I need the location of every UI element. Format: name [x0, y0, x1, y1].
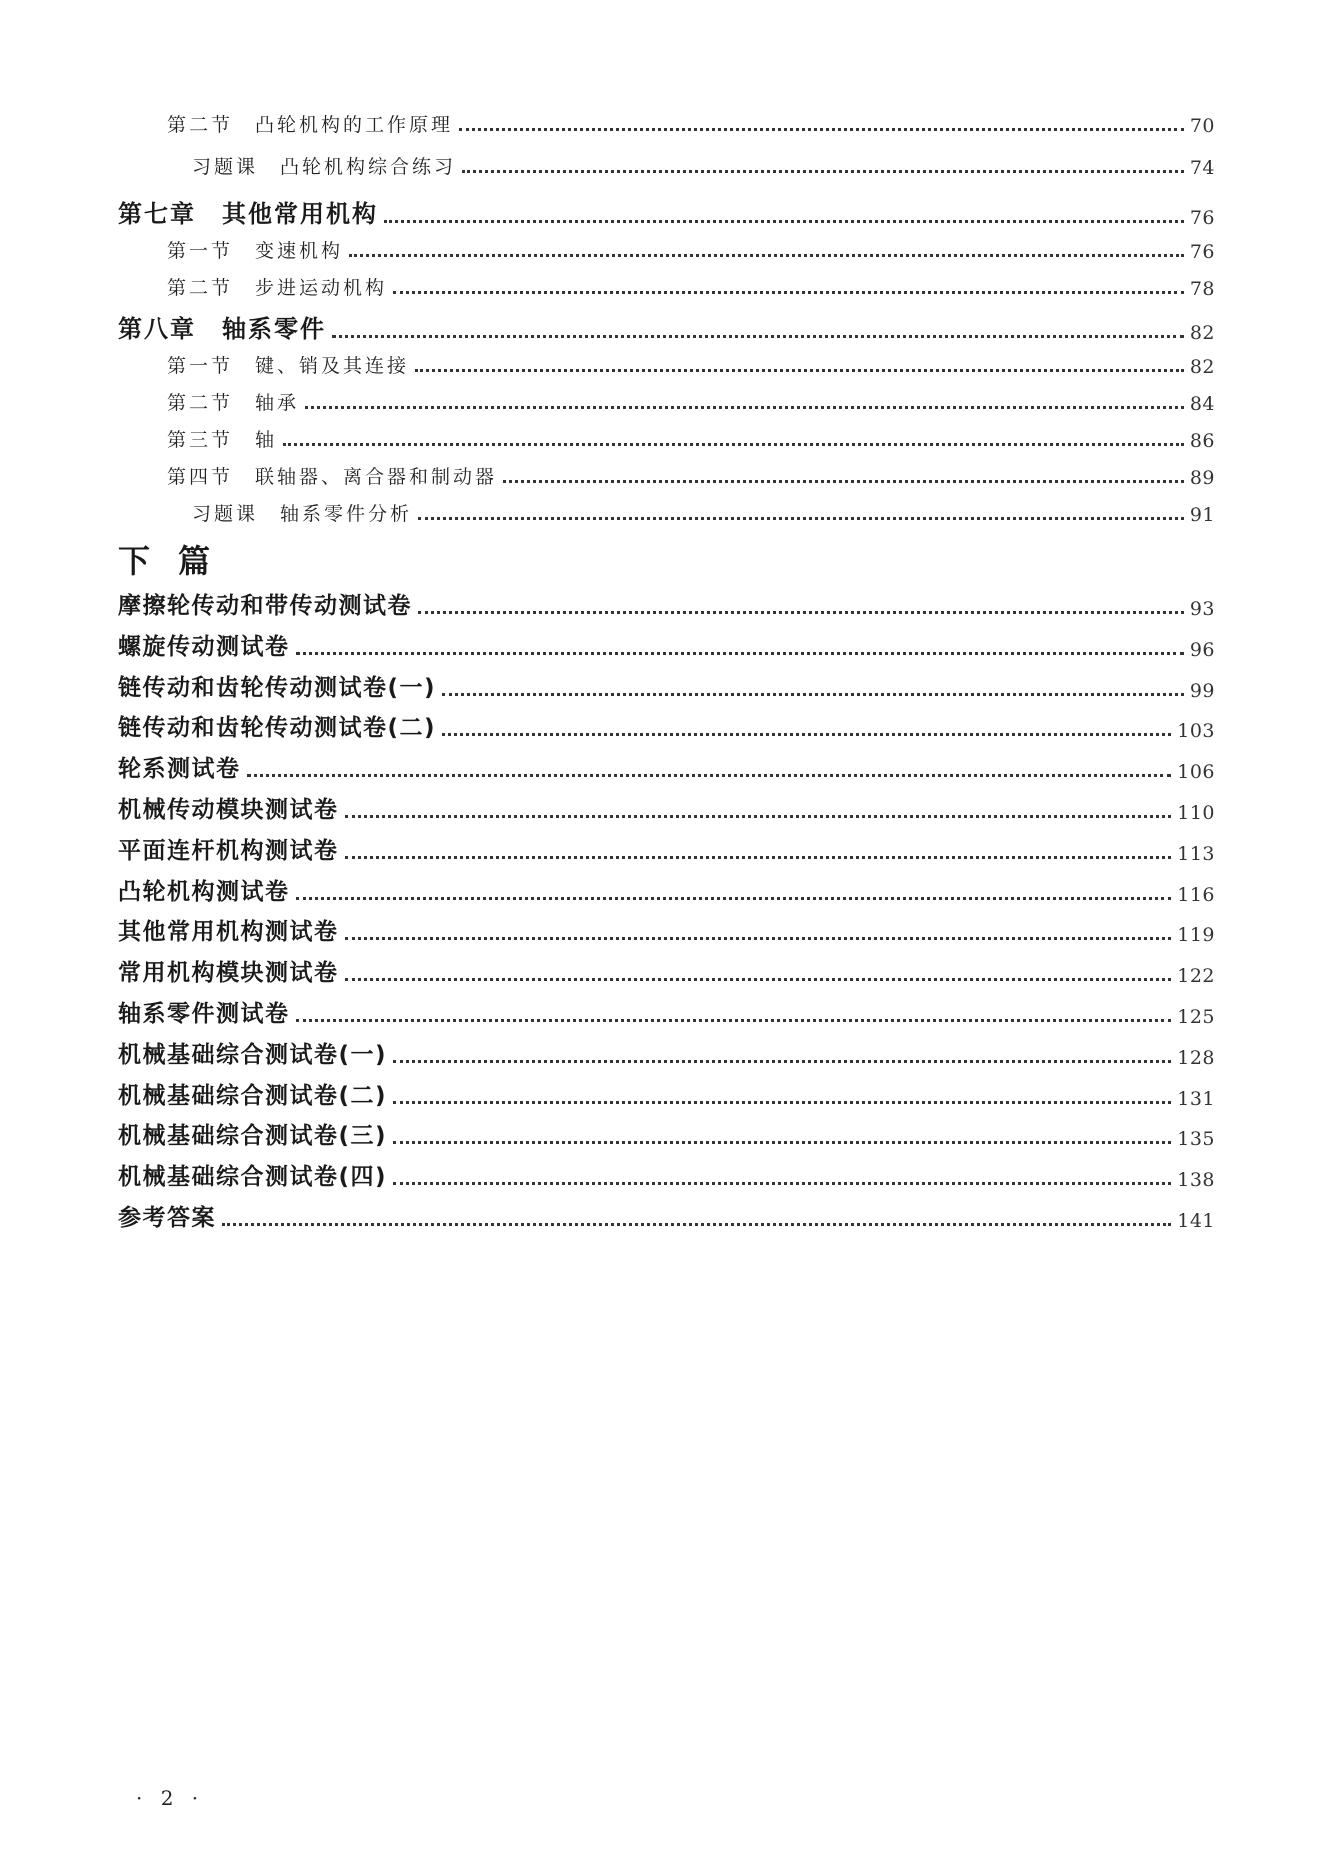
toc-entry-page: 135 — [1177, 1128, 1215, 1150]
leader-dots — [345, 978, 1172, 981]
toc-entry-title: 链传动和齿轮传动测试卷(一) — [118, 675, 437, 701]
toc-entry[interactable] — [167, 388, 1215, 415]
toc-entry-page: 106 — [1177, 761, 1215, 783]
leader-dots — [418, 517, 1184, 520]
toc-entry-page: 116 — [1177, 884, 1215, 906]
leader-dots — [442, 693, 1184, 696]
leader-dots — [349, 254, 1184, 257]
leader-dots — [345, 937, 1172, 940]
leader-dots — [296, 652, 1184, 655]
toc-test-entry[interactable] — [118, 832, 1215, 865]
toc-entry-page: 110 — [1177, 802, 1215, 824]
toc-entry-title: 习题课 凸轮机构综合练习 — [192, 156, 457, 178]
toc-entry-page: 70 — [1189, 115, 1215, 137]
toc-entry-title: 轴系零件测试卷 — [118, 1001, 290, 1027]
leader-dots — [305, 406, 1184, 409]
toc-entry-title: 螺旋传动测试卷 — [118, 634, 290, 660]
leader-dots — [345, 856, 1172, 859]
toc-entry-title: 第一节 键、销及其连接 — [167, 355, 410, 377]
toc-entry-title: 机械基础综合测试卷(四) — [118, 1164, 388, 1190]
leader-dots — [393, 1101, 1171, 1104]
toc-entry-title: 摩擦轮传动和带传动测试卷 — [118, 593, 412, 619]
leader-dots — [296, 1019, 1172, 1022]
toc-entry-page: 138 — [1177, 1169, 1215, 1191]
toc-entry-title: 平面连杆机构测试卷 — [118, 838, 339, 864]
toc-entry-title: 习题课 轴系零件分析 — [192, 503, 413, 525]
leader-dots — [503, 480, 1184, 483]
toc-test-entry[interactable] — [118, 669, 1215, 702]
leader-dots — [415, 369, 1184, 372]
toc-entry[interactable] — [167, 351, 1215, 378]
toc-entry-title: 凸轮机构测试卷 — [118, 879, 290, 905]
toc-entry-title: 参考答案 — [118, 1205, 216, 1231]
toc-entry-title: 第一节 变速机构 — [167, 240, 344, 262]
toc-entry-title: 轮系测试卷 — [118, 756, 241, 782]
toc-entry-page: 96 — [1189, 639, 1215, 661]
toc-test-entry[interactable] — [118, 1158, 1215, 1191]
toc-test-entry[interactable] — [118, 913, 1215, 946]
leader-dots — [418, 611, 1184, 614]
toc-entry[interactable] — [192, 499, 1215, 526]
leader-dots — [283, 443, 1184, 446]
toc-entry-page: 122 — [1177, 965, 1215, 987]
toc-entry[interactable] — [167, 462, 1215, 489]
leader-dots — [393, 291, 1184, 294]
toc-entry-title: 机械传动模块测试卷 — [118, 797, 339, 823]
leader-dots — [345, 815, 1172, 818]
toc-entry-page: 141 — [1177, 1210, 1215, 1232]
toc-entry-title: 机械基础综合测试卷(二) — [118, 1083, 388, 1109]
toc-entry-page: 131 — [1177, 1088, 1215, 1110]
toc-test-entry[interactable] — [118, 750, 1215, 783]
toc-test-entry[interactable] — [118, 1117, 1215, 1150]
toc-test-entry[interactable] — [118, 628, 1215, 661]
toc-entry-page: 89 — [1189, 467, 1215, 489]
toc-test-entry[interactable] — [118, 791, 1215, 824]
toc-entry[interactable] — [167, 110, 1215, 137]
toc-entry[interactable] — [167, 425, 1215, 452]
toc-entry-page: 86 — [1189, 430, 1215, 452]
toc-test-entry[interactable] — [118, 995, 1215, 1028]
toc-test-entry[interactable] — [118, 587, 1215, 620]
toc-entry-title: 常用机构模块测试卷 — [118, 960, 339, 986]
leader-dots — [393, 1182, 1171, 1185]
toc-test-entry[interactable] — [118, 873, 1215, 906]
toc-entry-page: 99 — [1189, 680, 1215, 702]
leader-dots — [296, 897, 1172, 900]
leader-dots — [393, 1141, 1171, 1144]
leader-dots — [332, 335, 1184, 338]
toc-entry-page: 93 — [1189, 598, 1215, 620]
leader-dots — [222, 1223, 1171, 1226]
toc-test-entry[interactable] — [118, 1036, 1215, 1069]
toc-entry-title: 第二节 凸轮机构的工作原理 — [167, 114, 454, 136]
toc-chapter-entry[interactable] — [118, 194, 1215, 229]
leader-dots — [384, 220, 1184, 223]
toc-test-entry[interactable] — [118, 954, 1215, 987]
toc-entry-title: 第二节 轴承 — [167, 392, 300, 414]
toc-entry-page: 125 — [1177, 1006, 1215, 1028]
toc-entry-page: 103 — [1177, 720, 1215, 742]
toc-entry-title: 第八章 轴系零件 — [118, 315, 326, 343]
leader-dots — [393, 1060, 1171, 1063]
toc-entry-title: 第四节 联轴器、离合器和制动器 — [167, 466, 498, 488]
toc-entry-page: 119 — [1177, 924, 1215, 946]
toc-entry-title: 第二节 步进运动机构 — [167, 277, 388, 299]
toc-entry-page: 82 — [1189, 356, 1215, 378]
toc-entry[interactable] — [167, 273, 1215, 300]
toc-entry-page: 78 — [1189, 278, 1215, 300]
leader-dots — [459, 128, 1184, 131]
toc-entry-page: 76 — [1189, 207, 1215, 229]
toc-entry[interactable] — [192, 152, 1215, 179]
toc-entry-page: 74 — [1189, 157, 1215, 179]
toc-entry-page: 76 — [1189, 241, 1215, 263]
toc-entry-page: 128 — [1177, 1047, 1215, 1069]
toc-entry[interactable] — [167, 236, 1215, 263]
leader-dots — [462, 170, 1184, 173]
toc-entry-title: 链传动和齿轮传动测试卷(二) — [118, 715, 437, 741]
leader-dots — [442, 733, 1171, 736]
toc-entry-title: 机械基础综合测试卷(三) — [118, 1123, 388, 1149]
part-heading: 下篇 — [118, 542, 239, 580]
toc-entry-title: 机械基础综合测试卷(一) — [118, 1042, 388, 1068]
toc-entry-title: 其他常用机构测试卷 — [118, 919, 339, 945]
toc-test-entry[interactable] — [118, 1077, 1215, 1110]
toc-entry-page: 84 — [1189, 393, 1215, 415]
toc-entry-page: 91 — [1189, 504, 1215, 526]
toc-entry-title: 第三节 轴 — [167, 429, 278, 451]
toc-entry-page: 113 — [1177, 843, 1215, 865]
toc-chapter-entry[interactable] — [118, 309, 1215, 344]
toc-test-entry[interactable] — [118, 709, 1215, 742]
toc-test-entry[interactable] — [118, 1199, 1215, 1232]
toc-entry-title: 第七章 其他常用机构 — [118, 200, 378, 228]
page-number: · 2 · — [136, 1786, 205, 1810]
leader-dots — [247, 774, 1172, 777]
toc-entry-page: 82 — [1189, 322, 1215, 344]
